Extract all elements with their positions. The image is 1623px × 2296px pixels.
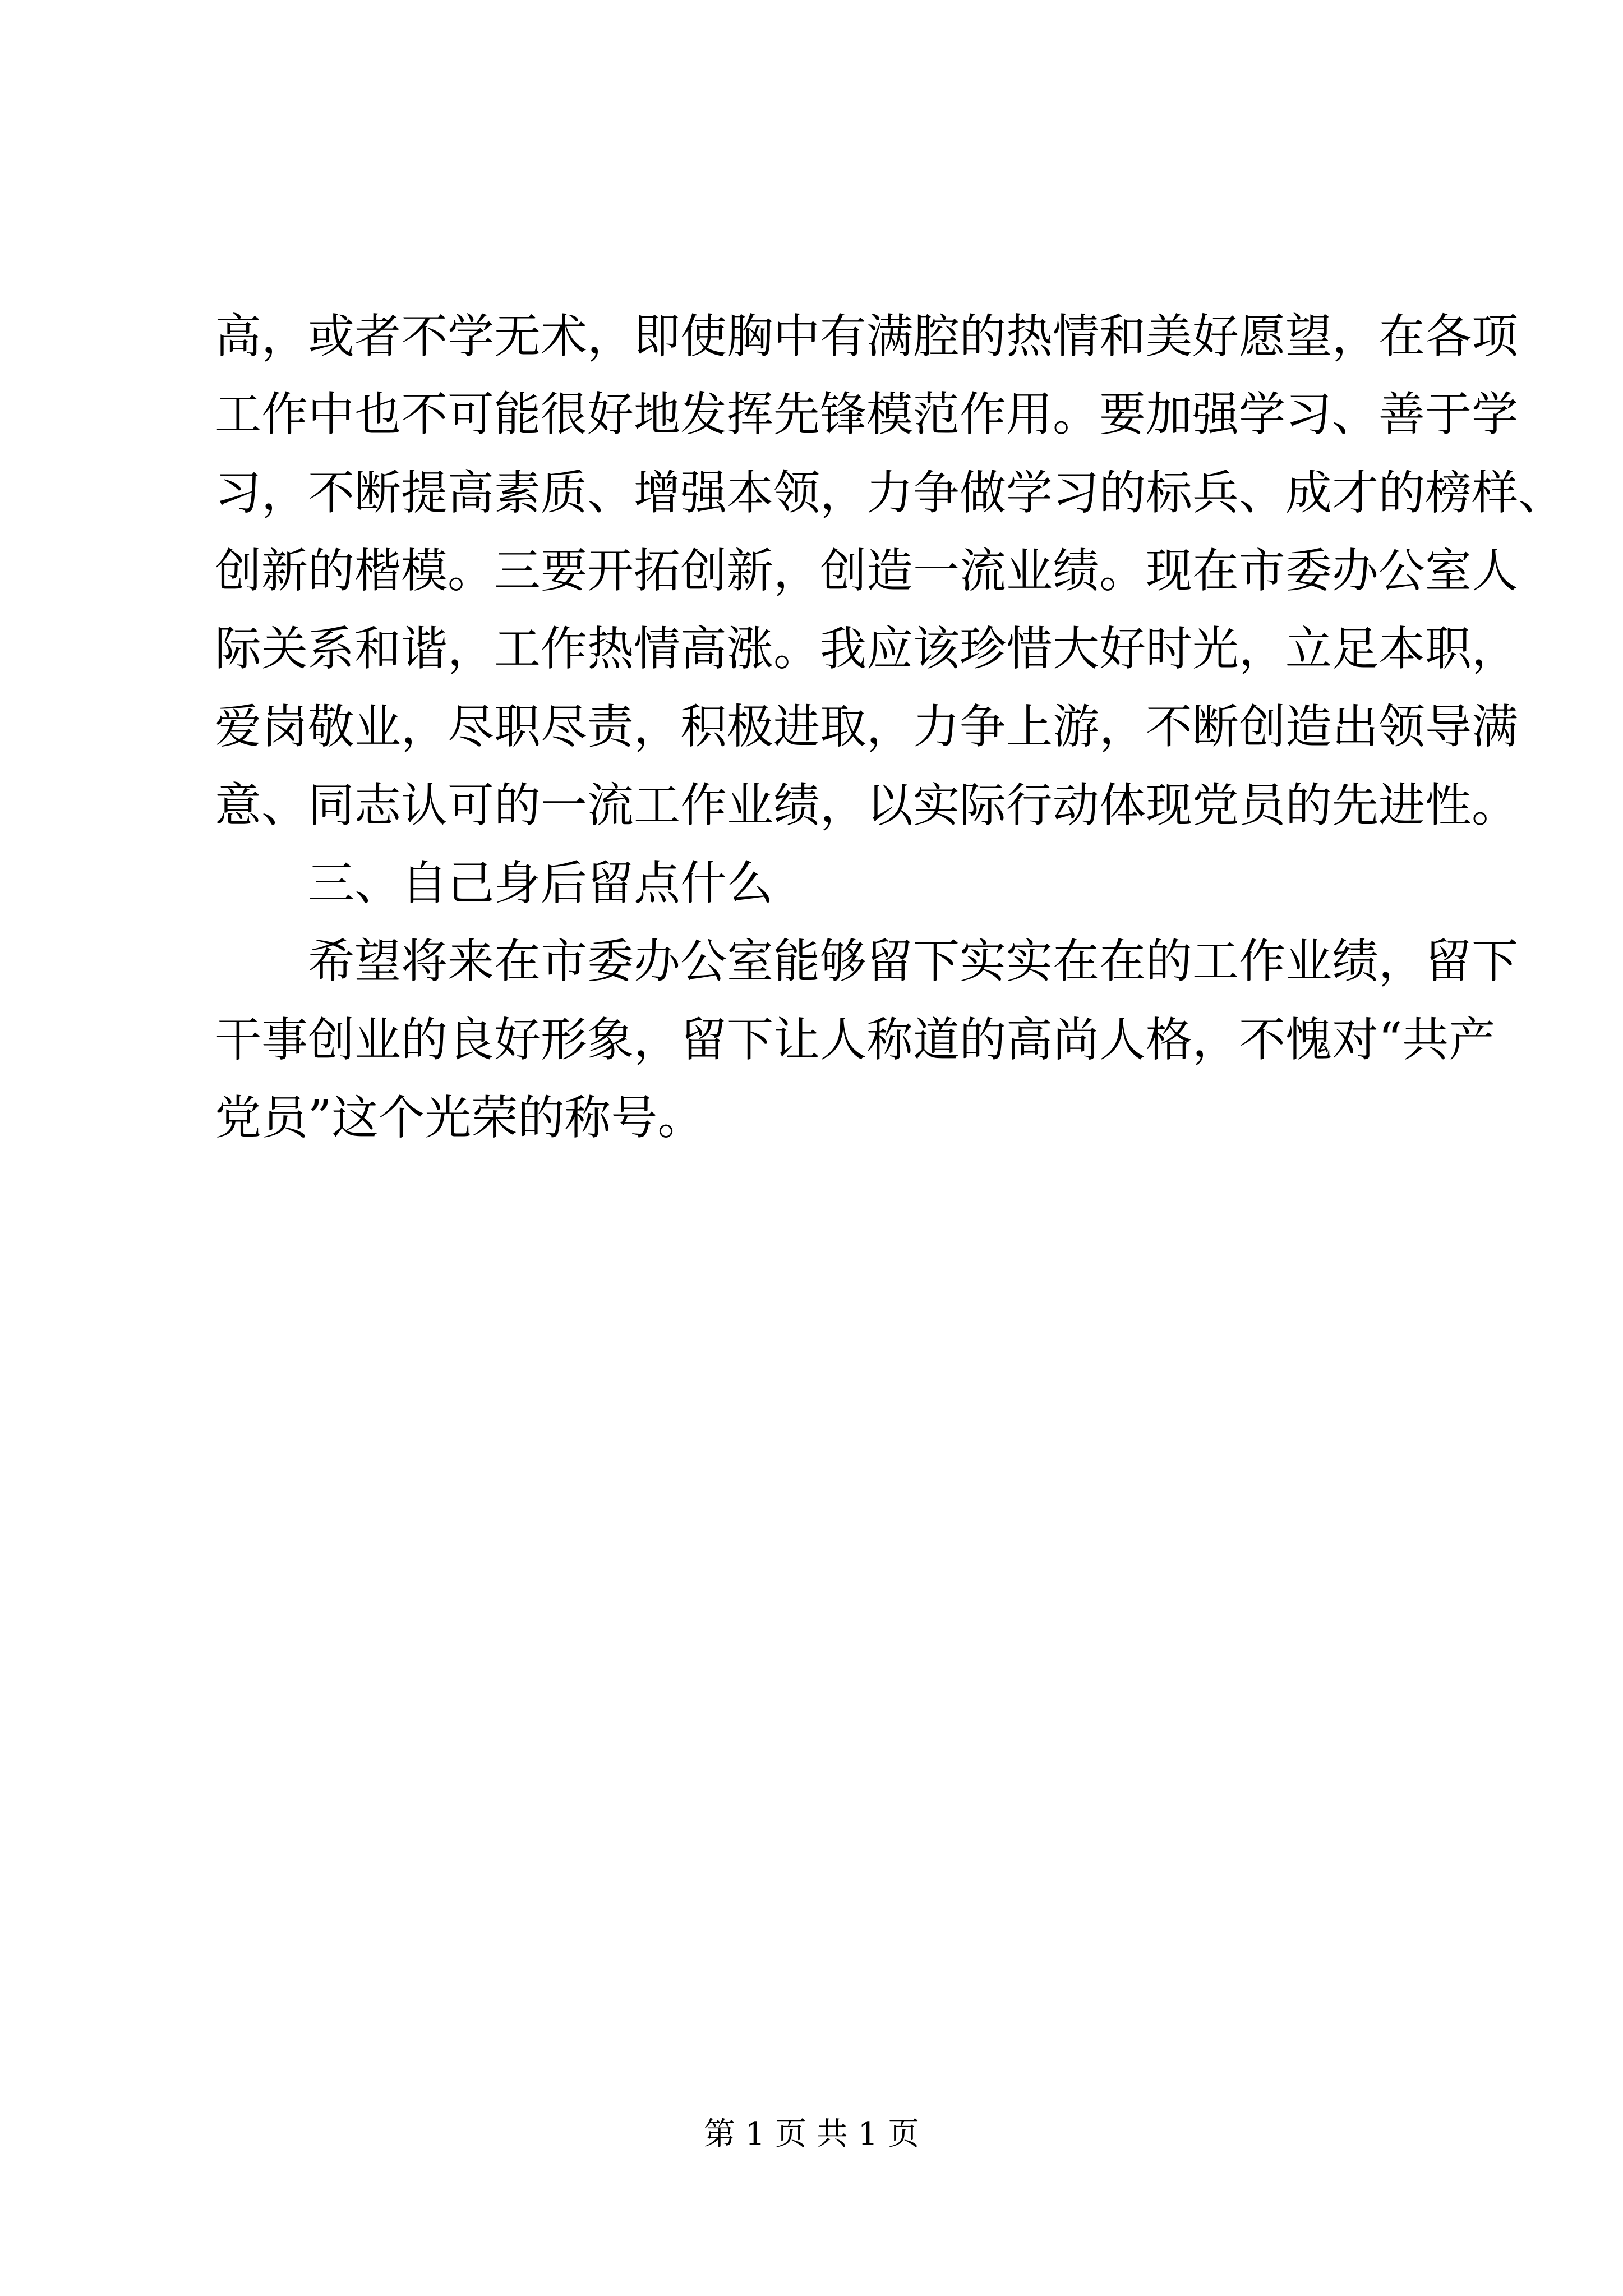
paragraph-line: 工作中也不可能很好地发挥先锋模范作用。要加强学习、善于学 [215, 387, 1518, 441]
paragraph-line: 党员”这个光荣的称号。 [215, 1091, 704, 1145]
page-footer: 第 1 页 共 1 页 [703, 2116, 920, 2152]
paragraph-line: 高，或者不学无术，即使胸中有满腔的热情和美好愿望，在各项 [215, 309, 1518, 364]
paragraph-line: 习，不断提高素质、增强本领，力争做学习的标兵、成才的榜样、 [215, 466, 1565, 520]
paragraph-line: 际关系和谐，工作热情高涨。我应该珍惜大好时光，立足本职， [215, 622, 1518, 676]
paragraph-line: 干事创业的良好形象，留下让人称道的高尚人格，不愧对“共产 [215, 1013, 1496, 1067]
paragraph-line: 希望将来在市委办公室能够留下实实在在的工作业绩，留下 [308, 934, 1518, 988]
paragraph-line: 爱岗敬业，尽职尽责，积极进取，力争上游，不断创造出领导满 [215, 700, 1518, 754]
section-heading: 三、自己身后留点什么 [308, 856, 773, 910]
paragraph-line: 创新的楷模。三要开拓创新，创造一流业绩。现在市委办公室人 [215, 544, 1518, 598]
paragraph-line: 意、同志认可的一流工作业绩，以实际行动体现党员的先进性。 [215, 778, 1518, 832]
